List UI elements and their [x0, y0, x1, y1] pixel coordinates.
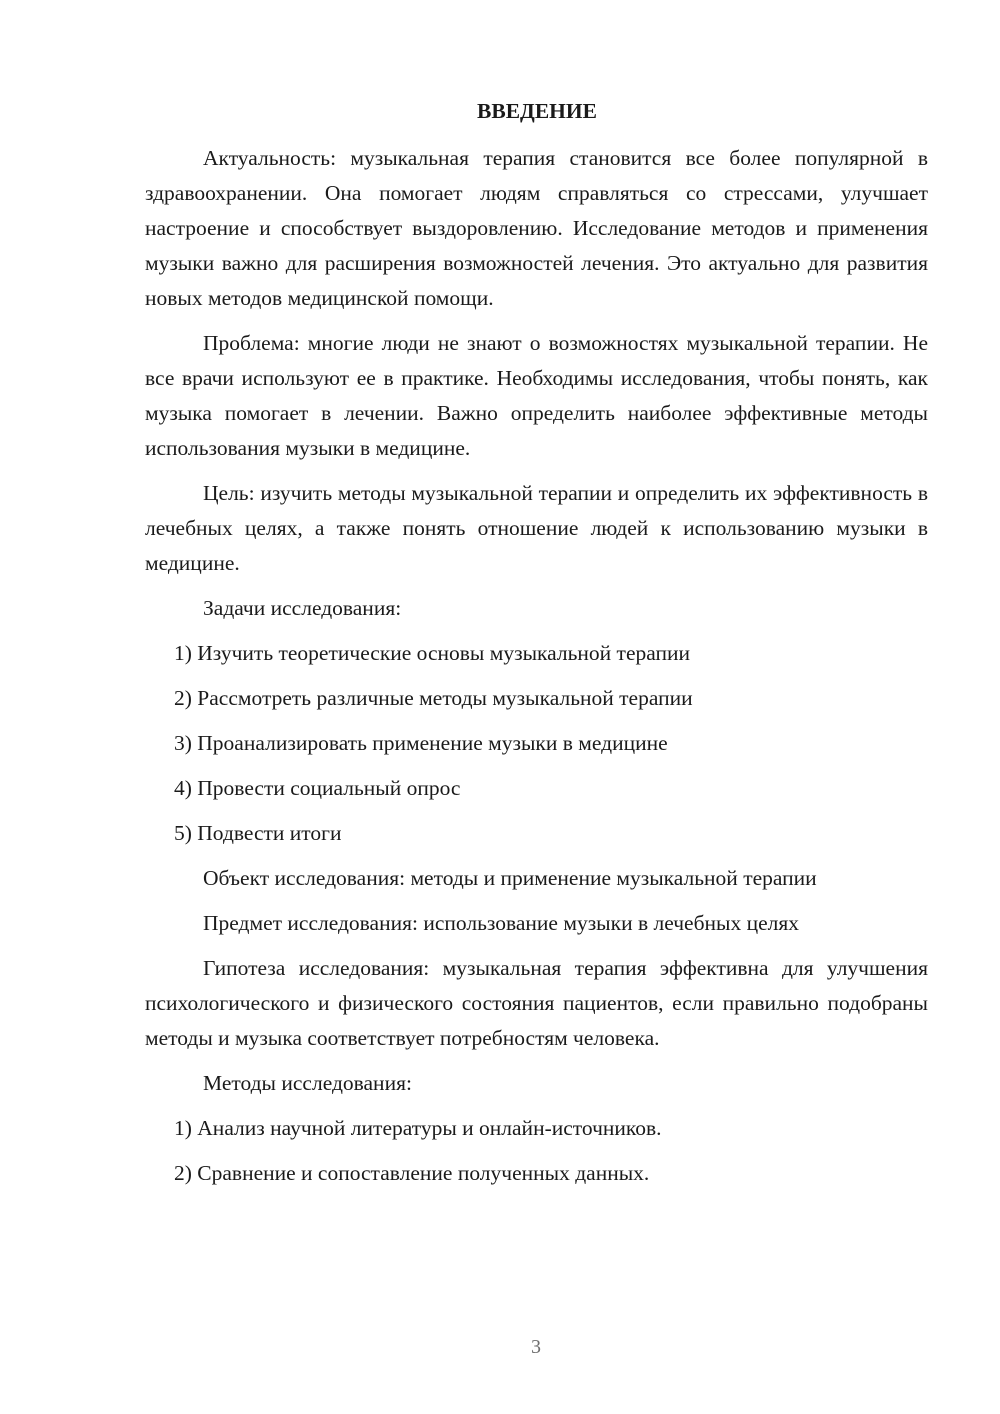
goal-paragraph: Цель: изучить методы музыкальной терапии и определить их эффективность в лечебных целях, а также понять отношение людей к использованию музыки в медицине.: [145, 481, 928, 575]
tasks-list: [145, 636, 928, 851]
research-object: Объект исследования: методы и применение музыкальной терапии: [203, 866, 817, 890]
list-item: 4) Провести социальный опрос: [174, 776, 461, 800]
page-content: [145, 94, 928, 1201]
hypothesis-paragraph: Гипотеза исследования: музыкальная терапия эффективна для улучшения психологического и физического состояния пациентов, если правильно подобраны методы и музыка соответствует потребностям человека.: [145, 956, 928, 1050]
methods-list: [145, 1111, 928, 1191]
page-number: 3: [531, 1336, 541, 1358]
page-title: ВВЕДЕНИЕ: [477, 99, 597, 123]
list-item: 1) Анализ научной литературы и онлайн-источников.: [174, 1116, 662, 1140]
research-subject: Предмет исследования: использование музыки в лечебных целях: [203, 911, 800, 935]
methods-heading: Методы исследования:: [203, 1071, 412, 1095]
tasks-heading: Задачи исследования:: [203, 596, 402, 620]
list-item: 3) Проанализировать применение музыки в медицине: [174, 731, 668, 755]
problem-paragraph: Проблема: многие люди не знают о возможностях музыкальной терапии. Не все врачи используют ее в практике. Необходимы исследования, чтобы понять, как музыка помогает в лечении. Важно определить наиболее эффективные методы использования музыки в медицине.: [145, 331, 928, 460]
list-item: 1) Изучить теоретические основы музыкальной терапии: [174, 641, 691, 665]
list-item: 5) Подвести итоги: [174, 821, 342, 845]
list-item: 2) Рассмотреть различные методы музыкальной терапии: [174, 686, 693, 710]
list-item: 2) Сравнение и сопоставление полученных данных.: [174, 1161, 650, 1185]
relevance-paragraph: Актуальность: музыкальная терапия становится все более популярной в здравоохранении. Она помогает людям справляться со стрессами, улучшает настроение и способствует выздоровлению. Исследование методов и применения музыки важно для расширения возможностей лечения. Это актуально для развития новых методов медицинской помощи.: [145, 146, 928, 310]
